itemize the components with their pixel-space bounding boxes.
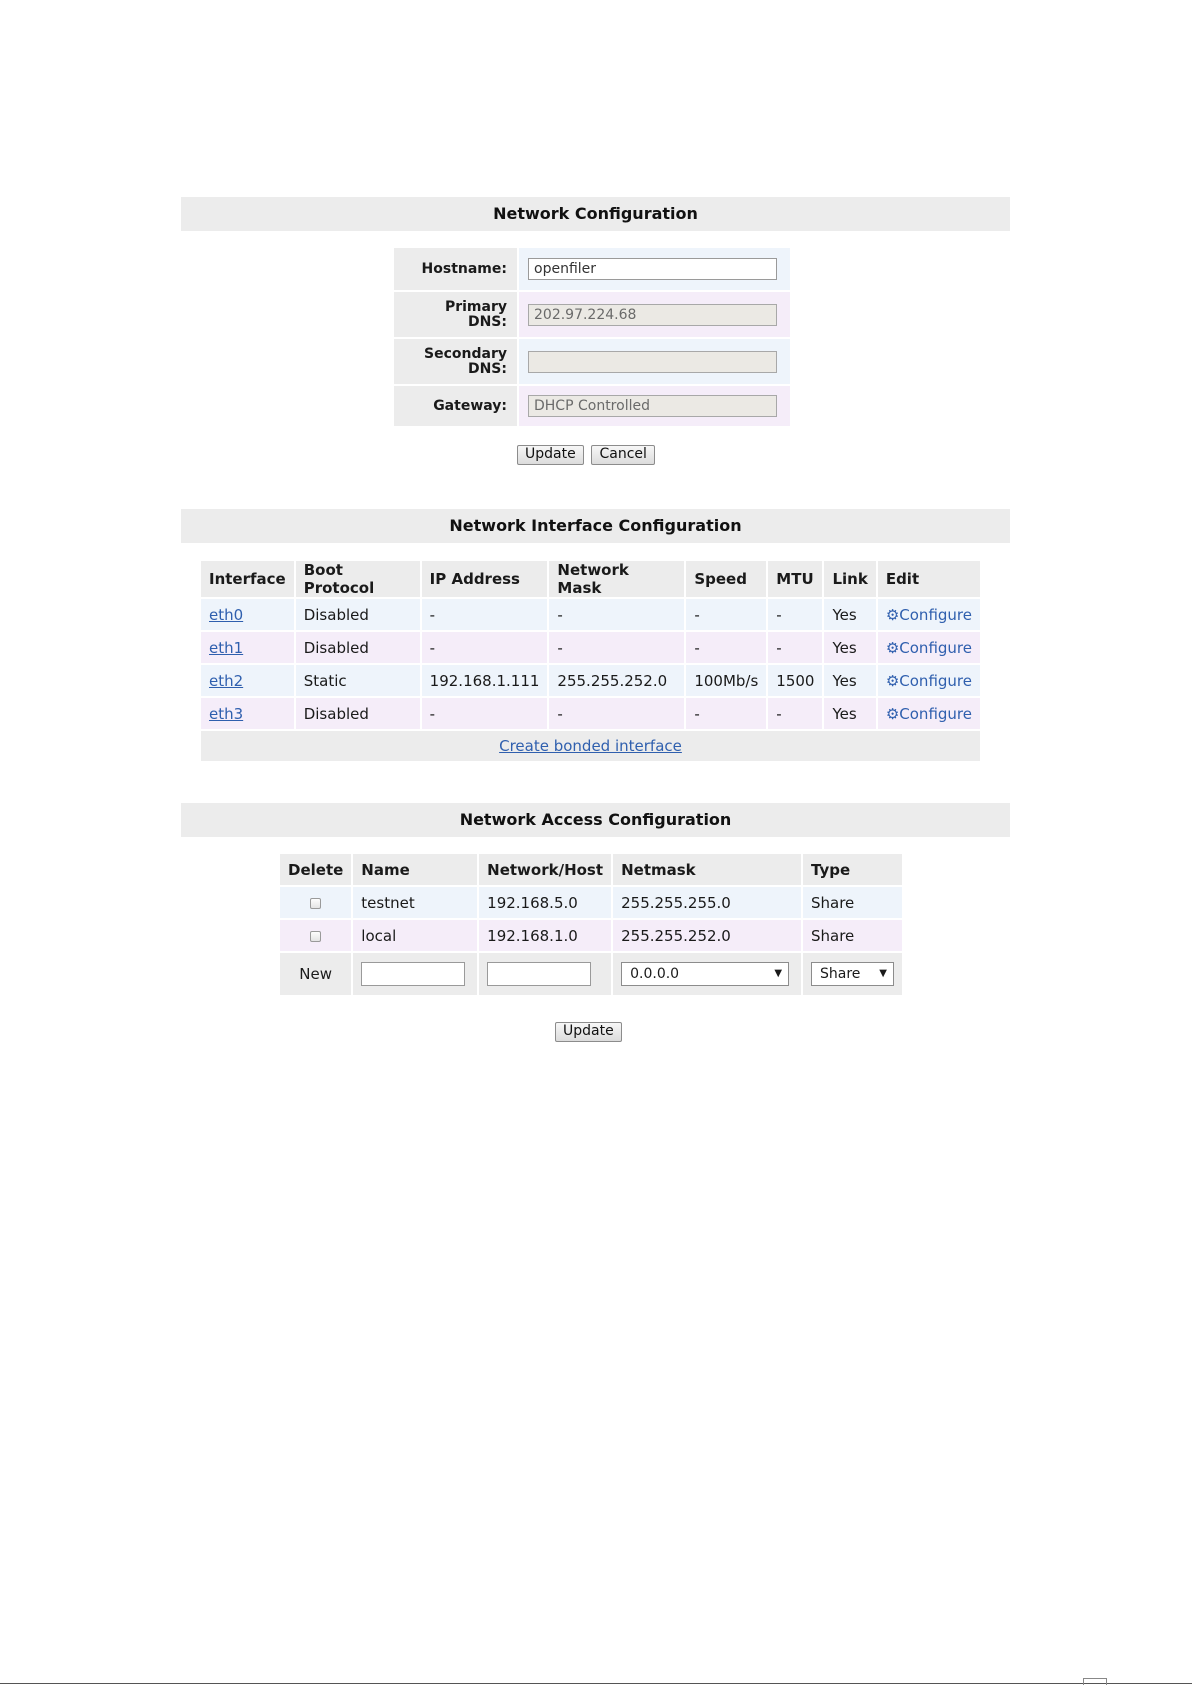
col-network-host: Network/Host <box>479 854 611 885</box>
page-bottom-mark <box>1083 1678 1107 1685</box>
mtu-cell: - <box>776 638 782 657</box>
interface-row-eth1 <box>201 632 980 663</box>
type-cell: Share <box>811 926 855 945</box>
delete-cell <box>280 920 351 951</box>
mtu-cell: - <box>776 605 782 624</box>
new-name-cell <box>353 953 477 995</box>
hostname-input[interactable] <box>528 258 777 280</box>
new-netmask-select[interactable] <box>621 962 789 986</box>
link-cell: Yes <box>832 704 857 723</box>
netmask-cell: 255.255.252.0 <box>621 926 731 945</box>
configure-label: Configure <box>899 704 972 723</box>
col-name: Name <box>353 854 477 885</box>
mask-cell: - <box>557 704 563 723</box>
link-cell: Yes <box>832 671 857 690</box>
secondary-dns-input <box>528 351 777 373</box>
col-delete: Delete <box>280 854 351 885</box>
access-new-row <box>280 953 902 995</box>
secondary-dns-cell <box>519 339 790 384</box>
network-config-buttons <box>517 444 655 465</box>
new-name-input[interactable] <box>361 962 465 986</box>
secondary-dns-label-line2: DNS: <box>467 360 507 377</box>
interface-header-row <box>201 561 980 597</box>
iface-link-eth1[interactable]: eth1 <box>209 638 244 657</box>
speed-cell: - <box>694 605 700 624</box>
edit-cell <box>878 698 980 729</box>
edit-cell <box>878 665 980 696</box>
col-network-mask: Network Mask <box>549 561 684 597</box>
delete-checkbox-local[interactable] <box>310 931 321 942</box>
boot-cell: Disabled <box>303 605 369 624</box>
boot-cell: Disabled <box>303 638 369 657</box>
configure-link-eth0[interactable] <box>886 606 972 624</box>
speed-cell: 100Mb/s <box>694 671 759 690</box>
type-cell: Share <box>811 893 855 912</box>
hostname-cell <box>519 248 790 290</box>
col-edit: Edit <box>878 561 980 597</box>
ip-cell: - <box>429 638 436 657</box>
network-config-form <box>392 246 792 428</box>
configure-label: Configure <box>899 605 972 624</box>
speed-cell: - <box>694 704 700 723</box>
access-table <box>278 852 904 997</box>
col-type: Type <box>803 854 902 885</box>
configure-icon: ⚙ <box>885 638 900 657</box>
bonded-row <box>201 731 980 761</box>
access-row-testnet <box>280 887 902 918</box>
network-cell: 192.168.1.0 <box>487 926 578 945</box>
configure-link-eth3[interactable] <box>886 705 972 723</box>
delete-cell <box>280 887 351 918</box>
boot-cell: Static <box>303 671 347 690</box>
col-link: Link <box>824 561 875 597</box>
primary-dns-label-line1: Primary <box>444 298 507 315</box>
delete-checkbox-testnet[interactable] <box>310 898 321 909</box>
primary-dns-cell <box>519 292 790 337</box>
col-boot-protocol: Boot Protocol <box>296 561 420 597</box>
link-cell: Yes <box>832 605 857 624</box>
name-cell: testnet <box>361 893 415 912</box>
access-row-local <box>280 920 902 951</box>
configure-label: Configure <box>899 671 972 690</box>
interface-table <box>199 559 982 763</box>
edit-cell <box>878 632 980 663</box>
access-configuration-header: Network Access Configuration <box>181 803 1010 837</box>
primary-dns-label <box>394 292 517 337</box>
col-speed: Speed <box>686 561 766 597</box>
access-update-button[interactable]: Update <box>555 1022 622 1042</box>
configure-icon: ⚙ <box>885 671 900 690</box>
primary-dns-input <box>528 304 777 326</box>
ip-cell: - <box>429 704 436 723</box>
mask-cell: - <box>557 638 563 657</box>
netmask-cell: 255.255.255.0 <box>621 893 731 912</box>
iface-cell <box>201 632 294 663</box>
col-netmask: Netmask <box>613 854 801 885</box>
configure-link-eth1[interactable] <box>886 639 972 657</box>
new-type-value: Share <box>820 966 861 982</box>
new-netmask-value: 0.0.0.0 <box>630 966 680 982</box>
col-interface: Interface <box>201 561 294 597</box>
page-bottom-rule <box>0 1683 1192 1684</box>
ip-cell: 192.168.1.111 <box>429 671 540 690</box>
access-buttons <box>555 1021 622 1042</box>
configure-link-eth2[interactable] <box>886 672 972 690</box>
configure-icon: ⚙ <box>885 704 900 723</box>
interface-row-eth2 <box>201 665 980 696</box>
mask-cell: - <box>557 605 563 624</box>
new-network-cell <box>479 953 611 995</box>
iface-link-eth2[interactable]: eth2 <box>209 671 244 690</box>
name-cell: local <box>361 926 397 945</box>
link-cell: Yes <box>832 638 857 657</box>
iface-cell <box>201 599 294 630</box>
network-cell: 192.168.5.0 <box>487 893 578 912</box>
speed-cell: - <box>694 638 700 657</box>
network-update-button[interactable]: Update <box>517 445 584 465</box>
col-ip-address: IP Address <box>422 561 548 597</box>
configure-icon: ⚙ <box>885 605 900 624</box>
interface-configuration-header: Network Interface Configuration <box>181 509 1010 543</box>
new-netmask-cell <box>613 953 801 995</box>
gateway-label: Gateway: <box>394 386 517 426</box>
configure-label: Configure <box>899 638 972 657</box>
interface-row-eth3 <box>201 698 980 729</box>
hostname-label: Hostname: <box>394 248 517 290</box>
gateway-input <box>528 395 777 417</box>
network-configuration-header: Network Configuration <box>181 197 1010 231</box>
mtu-cell: 1500 <box>776 671 815 690</box>
edit-cell <box>878 599 980 630</box>
create-bonded-interface-link[interactable]: Create bonded interface <box>499 737 682 755</box>
new-type-cell <box>803 953 902 995</box>
new-network-input[interactable] <box>487 962 591 986</box>
mtu-cell: - <box>776 704 782 723</box>
iface-cell <box>201 698 294 729</box>
gateway-cell <box>519 386 790 426</box>
dropdown-arrow-icon: ▼ <box>774 968 783 979</box>
interface-row-eth0 <box>201 599 980 630</box>
ip-cell: - <box>429 605 436 624</box>
secondary-dns-label-line1: Secondary <box>424 345 507 362</box>
bonded-cell <box>201 731 980 761</box>
primary-dns-label-line2: DNS: <box>467 313 507 330</box>
secondary-dns-label <box>394 339 517 384</box>
new-label: New <box>299 965 332 983</box>
network-cancel-button[interactable]: Cancel <box>591 445 654 465</box>
iface-cell <box>201 665 294 696</box>
iface-link-eth0[interactable]: eth0 <box>209 605 244 624</box>
access-header-row <box>280 854 902 885</box>
col-mtu: MTU <box>768 561 822 597</box>
dropdown-arrow-icon: ▼ <box>879 968 887 979</box>
iface-link-eth3[interactable]: eth3 <box>209 704 244 723</box>
mask-cell: 255.255.252.0 <box>557 671 668 690</box>
new-type-select[interactable] <box>811 962 894 986</box>
boot-cell: Disabled <box>303 704 369 723</box>
